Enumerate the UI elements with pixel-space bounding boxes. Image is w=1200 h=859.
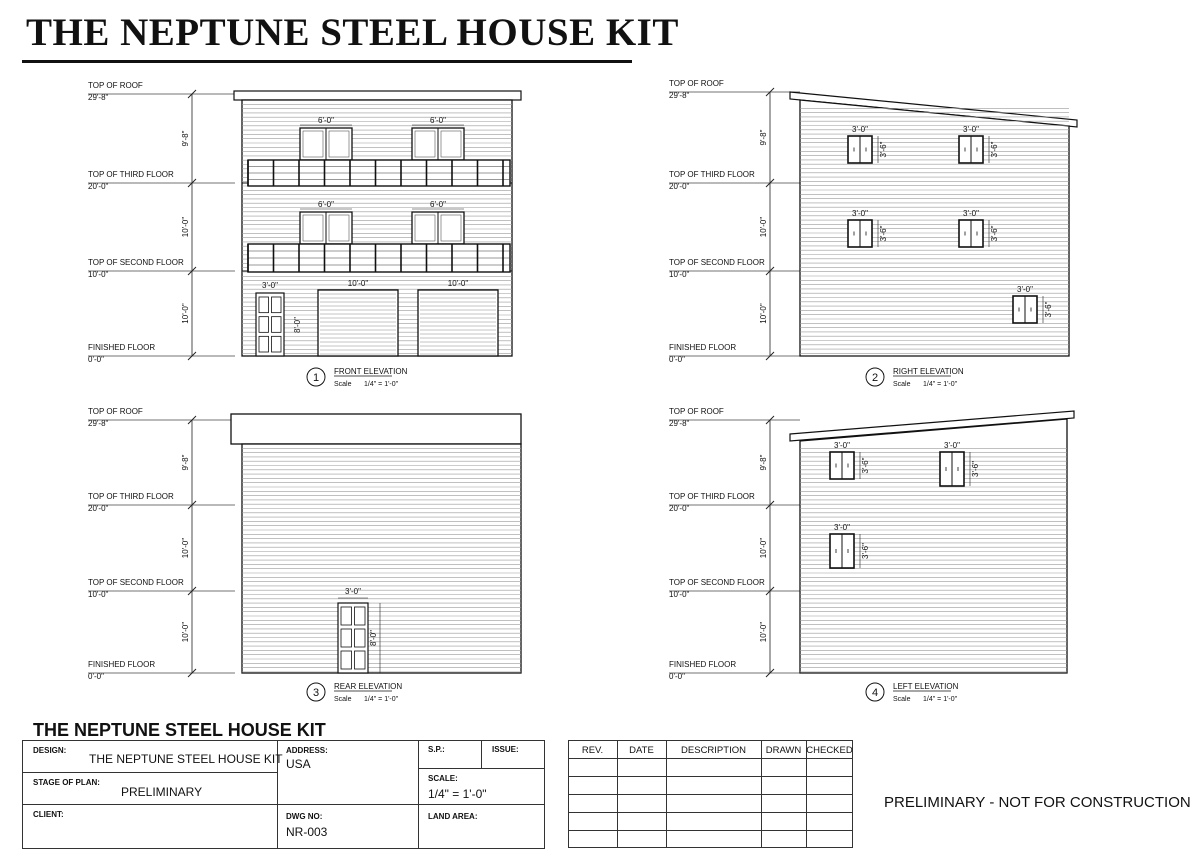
entry-door-height-dim: 8'-0" [293, 317, 302, 333]
scale-label: Scale [893, 696, 911, 703]
scale-label: Scale [334, 381, 352, 388]
level-height: 29'-8" [669, 91, 690, 100]
dwg-label: DWG NO: [286, 812, 323, 821]
vertical-dimension: 10'-0" [759, 537, 768, 559]
revision-header: REV. [581, 745, 604, 756]
revision-row-divider [568, 794, 853, 795]
window-width-dim: 3'-0" [834, 441, 850, 450]
scale-value: 1/4" = 1'-0" [428, 787, 487, 801]
level-height: 10'-0" [88, 590, 109, 599]
revision-header: DATE [629, 745, 654, 756]
land-area-cell [418, 804, 545, 849]
scale-value: 1/4" = 1'-0" [364, 696, 399, 703]
door-width-dim: 6'-0" [430, 200, 446, 209]
title-block-heading: THE NEPTUNE STEEL HOUSE KIT [33, 720, 326, 740]
level-label: TOP OF SECOND FLOOR [669, 578, 765, 587]
vertical-dimension: 9'-8" [181, 454, 190, 471]
door-width-dim: 6'-0" [318, 116, 334, 125]
level-height: 10'-0" [88, 270, 109, 279]
design-value: THE NEPTUNE STEEL HOUSE KIT [89, 752, 283, 766]
window-height-dim: 3'-6" [861, 543, 870, 559]
level-label: FINISHED FLOOR [88, 343, 156, 352]
vertical-dimension: 10'-0" [181, 537, 190, 559]
stage-value: PRELIMINARY [121, 785, 203, 799]
stage-label: STAGE OF PLAN: [33, 778, 100, 787]
vertical-dimension: 9'-8" [759, 454, 768, 471]
level-label: FINISHED FLOOR [669, 660, 737, 669]
level-height: 20'-0" [669, 182, 690, 191]
level-height: 0'-0" [88, 355, 104, 364]
revision-row-divider [568, 776, 853, 777]
scale-value: 1/4" = 1'-0" [923, 696, 958, 703]
level-label: TOP OF SECOND FLOOR [88, 578, 184, 587]
vertical-dimension: 10'-0" [181, 216, 190, 238]
level-height: 29'-8" [88, 93, 109, 102]
status-note: PRELIMINARY - NOT FOR CONSTRUCTION [884, 794, 1191, 811]
elevation-name: LEFT ELEVATION [893, 682, 959, 691]
level-label: TOP OF THIRD FLOOR [669, 492, 755, 501]
window-width-dim: 3'-0" [944, 441, 960, 450]
level-label: TOP OF ROOF [88, 81, 143, 90]
address-label: ADDRESS: [286, 746, 328, 755]
address-value: USA [286, 757, 311, 771]
window-height-dim: 3'-6" [861, 457, 870, 474]
elevation-number: 2 [871, 372, 879, 384]
window-height-dim: 3'-6" [971, 461, 980, 477]
revision-header: DRAWN [765, 745, 802, 756]
revision-header: CHECKED [806, 745, 853, 756]
garage-width-dim: 10'-0" [347, 279, 369, 288]
window-width-dim: 3'-0" [1017, 285, 1033, 294]
client-label: CLIENT: [33, 810, 64, 819]
window-width-dim: 3'-0" [852, 209, 868, 218]
dwg-value: NR-003 [286, 825, 328, 839]
rear-door-width-dim: 3'-0" [345, 587, 361, 596]
revision-row-divider [568, 830, 853, 831]
level-label: FINISHED FLOOR [669, 343, 737, 352]
level-label: TOP OF THIRD FLOOR [669, 170, 755, 179]
vertical-dimension: 10'-0" [759, 303, 768, 324]
level-height: 20'-0" [669, 504, 690, 513]
vertical-dimension: 10'-0" [181, 621, 190, 643]
revision-header: DESCRIPTION [681, 745, 746, 756]
rear-roof [231, 414, 521, 444]
vertical-dimension: 10'-0" [181, 303, 190, 324]
sp-label: S.P.: [428, 745, 445, 754]
level-height: 20'-0" [88, 182, 109, 191]
door-width-dim: 6'-0" [318, 200, 334, 209]
vertical-dimension: 9'-8" [759, 129, 768, 146]
sheet-title: THE NEPTUNE STEEL HOUSE KIT [26, 11, 679, 54]
scale-label: Scale [334, 696, 352, 703]
roof-parapet [234, 91, 521, 100]
land-area-label: LAND AREA: [428, 812, 478, 821]
level-height: 20'-0" [88, 504, 109, 513]
level-height: 0'-0" [669, 672, 685, 681]
scale-label: SCALE: [428, 774, 458, 783]
garage-width-dim: 10'-0" [447, 279, 469, 288]
revision-table [568, 740, 853, 848]
level-label: TOP OF SECOND FLOOR [669, 258, 765, 267]
window-height-dim: 3'-6" [990, 141, 999, 158]
elevation-name: FRONT ELEVATION [334, 367, 408, 376]
scale-value: 1/4" = 1'-0" [364, 381, 399, 388]
door [256, 293, 284, 356]
level-label: TOP OF THIRD FLOOR [88, 492, 174, 501]
level-height: 29'-8" [88, 419, 109, 428]
elevation-name: REAR ELEVATION [334, 682, 403, 691]
window-width-dim: 3'-0" [963, 209, 979, 218]
window-width-dim: 3'-0" [852, 125, 868, 134]
issue-label: ISSUE: [492, 745, 519, 754]
entry-door-width-dim: 3'-0" [262, 281, 278, 290]
level-label: FINISHED FLOOR [88, 660, 156, 669]
window-width-dim: 3'-0" [834, 523, 850, 532]
level-label: TOP OF ROOF [88, 407, 143, 416]
level-height: 10'-0" [669, 270, 690, 279]
elevation-number: 1 [312, 372, 320, 384]
design-label: DESIGN: [33, 746, 67, 755]
level-height: 0'-0" [669, 355, 685, 364]
elevation-number: 3 [312, 687, 320, 699]
level-height: 0'-0" [88, 672, 104, 681]
door-width-dim: 6'-0" [430, 116, 446, 125]
level-height: 29'-8" [669, 419, 690, 428]
level-label: TOP OF ROOF [669, 79, 724, 88]
window-height-dim: 3'-6" [1044, 301, 1053, 318]
level-label: TOP OF SECOND FLOOR [88, 258, 184, 267]
revision-row-divider [568, 758, 853, 759]
window-width-dim: 3'-0" [963, 125, 979, 134]
revision-row-divider [568, 812, 853, 813]
level-label: TOP OF ROOF [669, 407, 724, 416]
scale-label: Scale [893, 381, 911, 388]
level-height: 10'-0" [669, 590, 690, 599]
level-label: TOP OF THIRD FLOOR [88, 170, 174, 179]
window-height-dim: 3'-6" [990, 225, 999, 242]
door [338, 603, 368, 673]
vertical-dimension: 10'-0" [759, 621, 768, 643]
vertical-dimension: 10'-0" [759, 216, 768, 238]
elevation-number: 4 [871, 687, 879, 699]
rear-door-height-dim: 8'-0" [369, 630, 378, 646]
window-height-dim: 3'-6" [879, 141, 888, 158]
scale-value: 1/4" = 1'-0" [923, 381, 958, 388]
window-height-dim: 3'-6" [879, 225, 888, 242]
vertical-dimension: 9'-8" [181, 130, 190, 147]
elevation-name: RIGHT ELEVATION [893, 367, 964, 376]
